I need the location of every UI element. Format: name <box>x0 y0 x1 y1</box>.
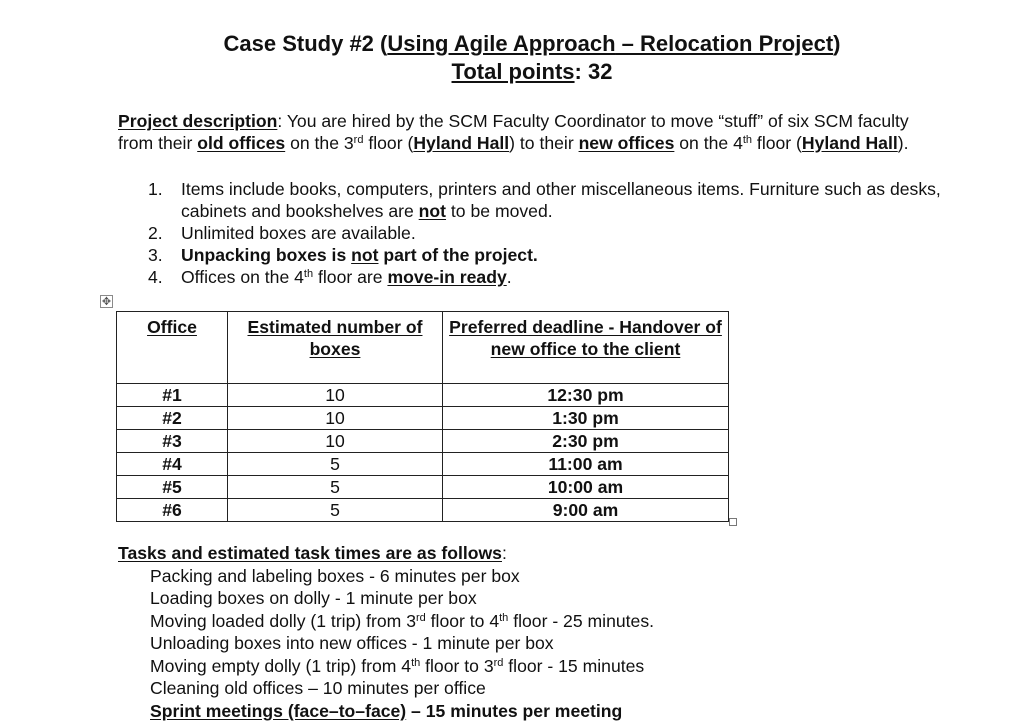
task-item: Sprint meetings (face–to–face) – 15 minutes per meeting <box>150 700 623 721</box>
table-header-row <box>117 312 729 384</box>
table-resize-handle[interactable] <box>729 518 737 526</box>
table-row: #3 10 2:30 pm <box>117 430 729 453</box>
title-project: Relocation Project <box>640 31 834 56</box>
list-item: 4. Offices on the 4th floor are move-in ready. <box>148 267 512 287</box>
table-row: #6 5 9:00 am <box>117 499 729 522</box>
task-item: Cleaning old offices – 10 minutes per office <box>150 678 486 698</box>
task-item: Moving empty dolly (1 trip) from 4th floor to 3rd floor - 15 minutes <box>150 655 645 676</box>
task-item: Unloading boxes into new offices - 1 minute per box <box>150 633 554 653</box>
task-item: Packing and labeling boxes - 6 minutes per box <box>150 565 520 586</box>
list-item: 3. Unpacking boxes is not part of the project. <box>148 245 538 265</box>
requirements-list <box>148 178 948 288</box>
project-description: Project description: You are hired by the SCM Faculty Coordinator to move “stuff” of six SCM faculty from their old offices on the 3rd floor (Hyland Hall) to their new offices on the 4th floor (Hyland Hall). <box>118 111 909 153</box>
table-row: #2 10 1:30 pm <box>117 407 729 430</box>
table-row: #1 10 12:30 pm <box>117 384 729 407</box>
table-row: #4 5 11:00 am <box>117 453 729 476</box>
tasks-heading: Tasks and estimated task times are as follows: <box>118 543 507 563</box>
list-item: 1. Items include books, computers, printers and other miscellaneous items. Furniture such as desks, cabinets and bookshelves are not to be moved. <box>148 179 941 221</box>
table-move-handle-icon[interactable]: ✥ <box>101 295 112 308</box>
title-approach: Using Agile Approach <box>387 31 616 56</box>
tasks-section <box>118 542 948 722</box>
document-title: Case Study #2 (Using Agile Approach – Relocation Project) <box>223 31 841 56</box>
header-office: Office <box>117 312 228 384</box>
total-points: Total points: 32 <box>451 59 613 84</box>
header-deadline: Preferred deadline - Handover of new office to the client <box>443 312 729 384</box>
list-item: 2. Unlimited boxes are available. <box>148 223 416 243</box>
header-boxes: Estimated number of boxes <box>228 312 443 384</box>
offices-table <box>116 311 729 522</box>
table-row: #5 5 10:00 am <box>117 476 729 499</box>
task-item: Loading boxes on dolly - 1 minute per box <box>150 588 477 608</box>
task-item: Moving loaded dolly (1 trip) from 3rd floor to 4th floor - 25 minutes. <box>150 610 655 631</box>
